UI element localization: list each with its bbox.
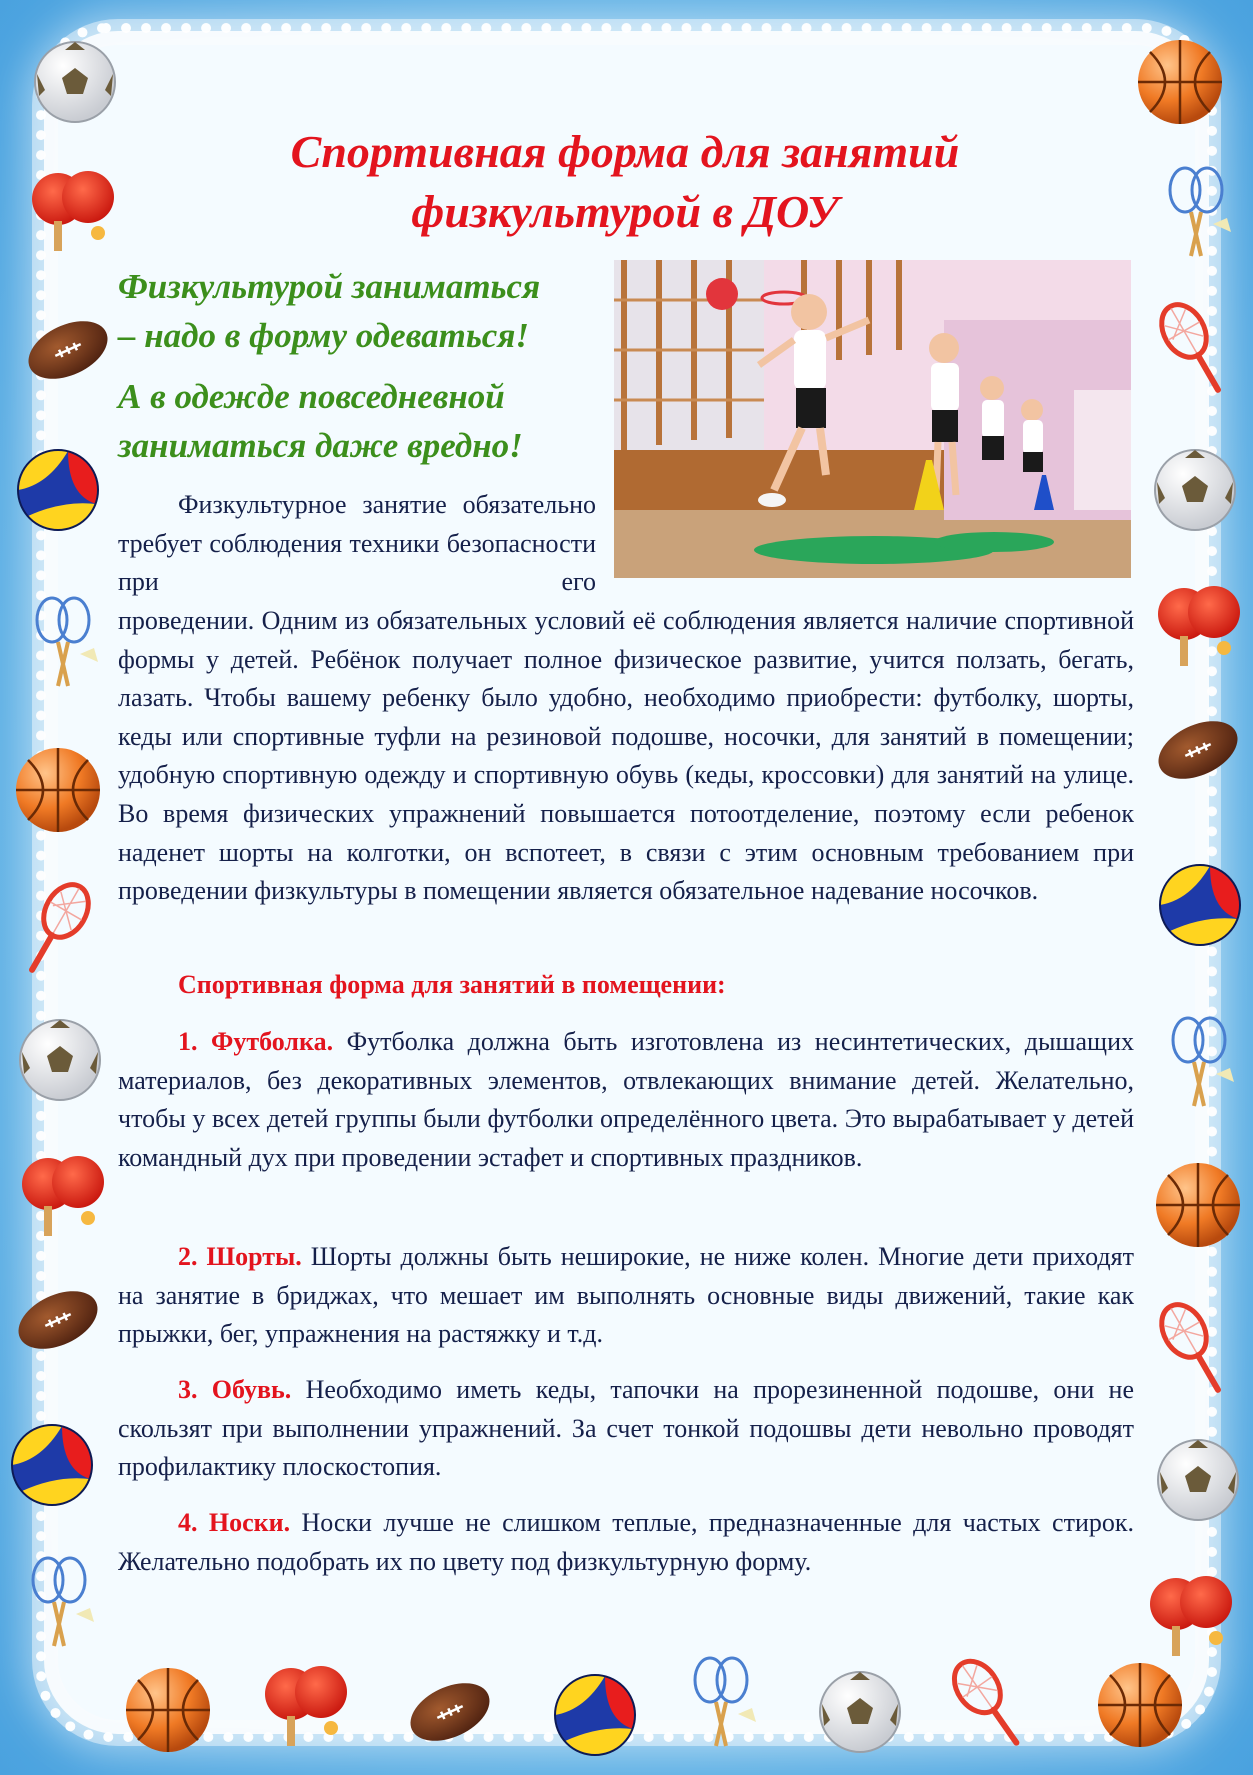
item-tshirt [118,1023,1134,1177]
page-title [160,122,1090,242]
item-socks [118,1504,1134,1581]
item-shorts [118,1238,1134,1354]
section-heading: Спортивная форма для занятий в помещении: [178,970,726,999]
item-shoes-head: 3. Обувь. [178,1375,292,1404]
slogan-line-3: А в одежде повседневной [118,377,505,416]
title-line-1: Спортивная форма для занятий [290,126,960,177]
item-shorts-head: 2. Шорты. [178,1242,302,1271]
slogan-line-4: заниматься даже вредно! [118,426,523,465]
item-socks-text: Носки лучше не слишком теплые, предназначенные для частых стирок. Желательно подобрать их по цвету под физкультурную форму. [118,1508,1134,1576]
slogan-line-2: – надо в форму одеваться! [118,316,529,355]
item-tshirt-head: 1. Футболка. [178,1027,334,1056]
item-socks-head: 4. Носки. [178,1508,291,1537]
slogan-line-1: Физкультурой заниматься [118,267,541,306]
intro-paragraph-start: Физкультурное занятие обязательно требует соблюдения техники безопасности при его [118,490,596,597]
item-tshirt-text: Футболка должна быть изготовлена из несинтетических, дышащих материалов, без декоративных элементов, отвлекающих внимание детей. Желательно, чтобы у всех детей группы были футболки определённого цвета. Это вырабатывает у детей командный дух при проведении эстафет и спортивных праздников. [118,1027,1134,1172]
item-shorts-text: Шорты должны быть неширокие, не ниже колен. Многие дети приходят на занятие в бриджах, что мешает им выполнять основные виды движений, такие как прыжки, бег, упражнения на растяжку и т.д. [118,1242,1134,1349]
item-shoes [118,1371,1134,1487]
slogan-part-2 [118,372,598,470]
item-shoes-text: Необходимо иметь кеды, тапочки на прорезиненной подошве, они не скользят при выполнении упражнений. За счет тонкой подошвы дети невольно проводят профилактику плоскостопия. [118,1375,1134,1482]
title-line-2: физкультурой в ДОУ [411,186,839,237]
children-gym-photo [614,260,1131,578]
intro-paragraph-rest: проведении. Одним из обязательных условий её соблюдения является наличие спортивной формы у детей. Ребёнок получает полное физическое развитие, учится ползать, бегать, лазать. Чтобы вашему ребенку было удобно, необходимо приобрести: футболку, шорты, кеды или спортивные туфли на резиновой подошве, носочки, для занятий в помещении; удобную спортивную одежду и спортивную обувь (кеды, кроссовки) для занятий на улице. Во время физических упражнений повышается потоотделение, поэтому если ребенок наденет шорты на колготки, он вспотеет, в связи с этим основным требованием при проведении физкультуры в помещении является обязательное надевание носочков. [118,606,1134,906]
slogan-part-1 [118,262,598,360]
